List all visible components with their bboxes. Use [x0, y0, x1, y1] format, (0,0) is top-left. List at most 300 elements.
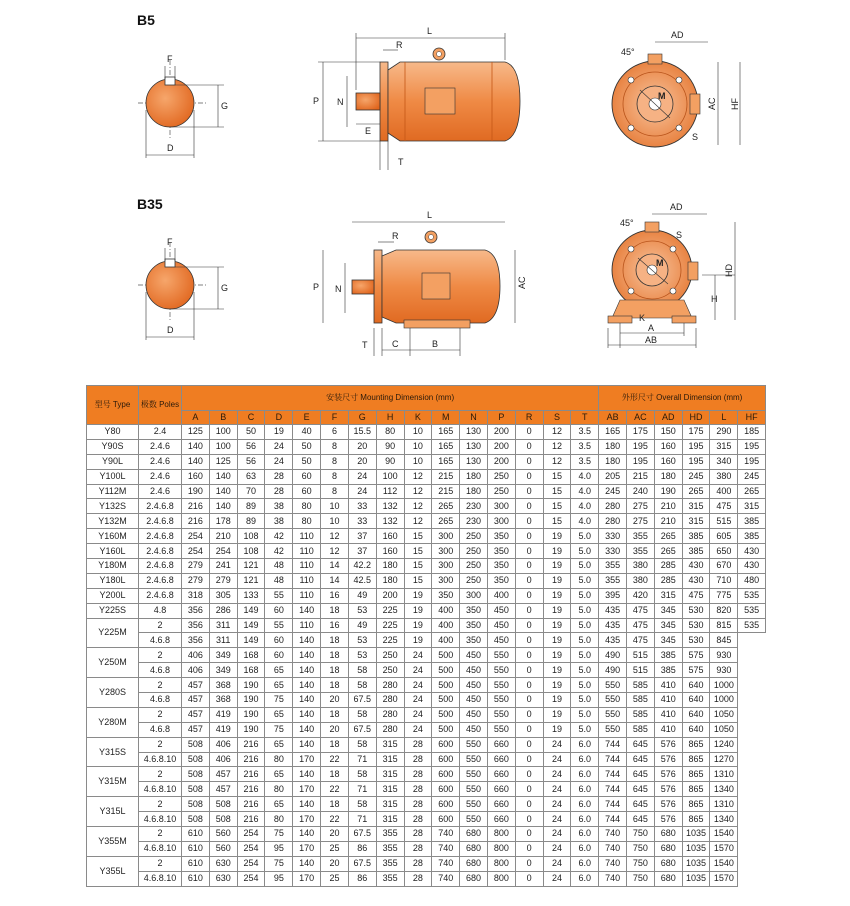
- value-cell: 58: [348, 737, 376, 752]
- value-cell: 216: [237, 812, 265, 827]
- value-cell: 42.2: [348, 559, 376, 574]
- value-cell: 315: [682, 499, 710, 514]
- value-cell: 100: [209, 425, 237, 440]
- value-cell: 744: [599, 797, 627, 812]
- value-cell: 275: [627, 514, 655, 529]
- value-cell: 133: [237, 588, 265, 603]
- value-cell: 195: [682, 439, 710, 454]
- value-cell: 4.0: [571, 499, 599, 514]
- poles-cell: 2: [139, 797, 182, 812]
- value-cell: 0: [515, 693, 543, 708]
- value-cell: 250: [460, 529, 488, 544]
- value-cell: 350: [487, 529, 515, 544]
- value-cell: 660: [487, 812, 515, 827]
- value-cell: 100: [376, 469, 404, 484]
- value-cell: 356: [182, 618, 210, 633]
- empty-cell: [738, 797, 766, 812]
- column-header: R: [515, 411, 543, 425]
- b5-end-view: [612, 30, 740, 147]
- value-cell: 865: [682, 782, 710, 797]
- value-cell: 560: [209, 827, 237, 842]
- value-cell: 65: [265, 737, 293, 752]
- value-cell: 0: [515, 573, 543, 588]
- value-cell: 8: [321, 454, 349, 469]
- value-cell: 121: [237, 573, 265, 588]
- value-cell: 680: [460, 871, 488, 886]
- value-cell: 215: [432, 484, 460, 499]
- column-header: D: [265, 411, 293, 425]
- value-cell: 140: [293, 603, 321, 618]
- value-cell: 300: [432, 559, 460, 574]
- value-cell: 58: [348, 663, 376, 678]
- poles-cell: 4.6.8: [139, 663, 182, 678]
- column-header: B: [209, 411, 237, 425]
- value-cell: 28: [404, 782, 432, 797]
- empty-cell: [738, 827, 766, 842]
- value-cell: 600: [432, 782, 460, 797]
- value-cell: 0: [515, 484, 543, 499]
- value-cell: 1035: [682, 841, 710, 856]
- value-cell: 110: [293, 588, 321, 603]
- value-cell: 450: [460, 722, 488, 737]
- value-cell: 645: [627, 737, 655, 752]
- value-cell: 406: [182, 663, 210, 678]
- value-cell: 25: [321, 871, 349, 886]
- value-cell: 350: [460, 633, 488, 648]
- type-cell: Y225M: [87, 618, 139, 648]
- empty-cell: [738, 737, 766, 752]
- value-cell: 508: [209, 812, 237, 827]
- value-cell: 210: [654, 499, 682, 514]
- column-header-row: [87, 411, 794, 425]
- svg-text:M: M: [656, 258, 664, 268]
- empty-cell: [738, 871, 766, 886]
- value-cell: 1540: [710, 827, 738, 842]
- value-cell: 195: [738, 454, 766, 469]
- type-cell: Y225S: [87, 603, 139, 618]
- value-cell: 28: [404, 856, 432, 871]
- value-cell: 170: [293, 752, 321, 767]
- value-cell: 42.5: [348, 573, 376, 588]
- value-cell: 50: [237, 425, 265, 440]
- type-cell: Y132M: [87, 514, 139, 529]
- value-cell: 775: [710, 588, 738, 603]
- value-cell: 140: [293, 767, 321, 782]
- value-cell: 500: [432, 693, 460, 708]
- value-cell: 180: [599, 439, 627, 454]
- value-cell: 349: [209, 648, 237, 663]
- value-cell: 24: [543, 812, 571, 827]
- value-cell: 740: [599, 827, 627, 842]
- value-cell: 1270: [710, 752, 738, 767]
- value-cell: 315: [682, 514, 710, 529]
- value-cell: 130: [460, 454, 488, 469]
- value-cell: 140: [293, 678, 321, 693]
- value-cell: 86: [348, 871, 376, 886]
- value-cell: 6.0: [571, 856, 599, 871]
- value-cell: 300: [432, 529, 460, 544]
- value-cell: 19: [543, 588, 571, 603]
- value-cell: 50: [293, 439, 321, 454]
- value-cell: 265: [432, 499, 460, 514]
- dimension-table: [86, 385, 794, 887]
- value-cell: 6.0: [571, 752, 599, 767]
- value-cell: 419: [209, 707, 237, 722]
- value-cell: 385: [738, 529, 766, 544]
- value-cell: 265: [738, 484, 766, 499]
- value-cell: 178: [209, 514, 237, 529]
- value-cell: 430: [738, 559, 766, 574]
- label-E: E: [365, 126, 372, 136]
- value-cell: 585: [627, 693, 655, 708]
- value-cell: 4.0: [571, 514, 599, 529]
- value-cell: 28: [404, 871, 432, 886]
- value-cell: 170: [293, 812, 321, 827]
- value-cell: 430: [738, 544, 766, 559]
- b35-side-view: [313, 210, 527, 356]
- value-cell: 305: [209, 588, 237, 603]
- svg-text:P: P: [313, 282, 320, 292]
- value-cell: 400: [710, 484, 738, 499]
- value-cell: 5.0: [571, 529, 599, 544]
- value-cell: 345: [654, 603, 682, 618]
- value-cell: 58: [348, 678, 376, 693]
- value-cell: 740: [599, 856, 627, 871]
- value-cell: 20: [348, 454, 376, 469]
- value-cell: 410: [654, 693, 682, 708]
- value-cell: 12: [404, 469, 432, 484]
- value-cell: 585: [627, 678, 655, 693]
- value-cell: 600: [432, 752, 460, 767]
- value-cell: 15: [543, 514, 571, 529]
- value-cell: 25: [321, 841, 349, 856]
- value-cell: 550: [487, 663, 515, 678]
- value-cell: 290: [710, 425, 738, 440]
- value-cell: 67.5: [348, 693, 376, 708]
- value-cell: 100: [209, 439, 237, 454]
- value-cell: 160: [376, 544, 404, 559]
- value-cell: 90: [376, 439, 404, 454]
- value-cell: 19: [404, 618, 432, 633]
- value-cell: 0: [515, 782, 543, 797]
- value-cell: 311: [209, 633, 237, 648]
- table-row: [87, 856, 794, 871]
- value-cell: 230: [460, 499, 488, 514]
- value-cell: 125: [182, 425, 210, 440]
- value-cell: 20: [321, 722, 349, 737]
- value-cell: 108: [237, 529, 265, 544]
- value-cell: 576: [654, 752, 682, 767]
- value-cell: 610: [182, 841, 210, 856]
- value-cell: 640: [682, 693, 710, 708]
- value-cell: 15: [404, 544, 432, 559]
- value-cell: 585: [627, 707, 655, 722]
- poles-cell: 2: [139, 648, 182, 663]
- value-cell: 740: [432, 827, 460, 842]
- value-cell: 20: [348, 439, 376, 454]
- value-cell: 1340: [710, 782, 738, 797]
- svg-text:H: H: [711, 294, 718, 304]
- value-cell: 1570: [710, 871, 738, 886]
- table-row: [87, 618, 794, 633]
- value-cell: 140: [293, 707, 321, 722]
- value-cell: 645: [627, 812, 655, 827]
- value-cell: 560: [209, 841, 237, 856]
- value-cell: 845: [710, 633, 738, 648]
- value-cell: 800: [487, 827, 515, 842]
- value-cell: 140: [293, 737, 321, 752]
- value-cell: 710: [710, 573, 738, 588]
- value-cell: 395: [599, 588, 627, 603]
- column-header: K: [404, 411, 432, 425]
- value-cell: 515: [627, 663, 655, 678]
- value-cell: 315: [376, 767, 404, 782]
- value-cell: 530: [682, 633, 710, 648]
- type-cell: Y200L: [87, 588, 139, 603]
- value-cell: 410: [654, 678, 682, 693]
- value-cell: 285: [654, 559, 682, 574]
- value-cell: 530: [682, 603, 710, 618]
- value-cell: 500: [432, 722, 460, 737]
- value-cell: 744: [599, 767, 627, 782]
- value-cell: 515: [710, 514, 738, 529]
- value-cell: 6.0: [571, 871, 599, 886]
- value-cell: 265: [682, 484, 710, 499]
- value-cell: 744: [599, 752, 627, 767]
- label-L: L: [427, 26, 433, 36]
- value-cell: 660: [487, 752, 515, 767]
- value-cell: 18: [321, 737, 349, 752]
- value-cell: 110: [293, 573, 321, 588]
- value-cell: 40: [293, 425, 321, 440]
- empty-cell: [738, 648, 766, 663]
- type-cell: Y90S: [87, 439, 139, 454]
- value-cell: 19: [265, 425, 293, 440]
- poles-cell: 2: [139, 827, 182, 842]
- value-cell: 508: [182, 767, 210, 782]
- value-cell: 600: [432, 767, 460, 782]
- value-cell: 380: [627, 559, 655, 574]
- label-N: N: [337, 97, 344, 107]
- value-cell: 60: [265, 603, 293, 618]
- value-cell: 550: [460, 767, 488, 782]
- value-cell: 400: [487, 588, 515, 603]
- value-cell: 110: [293, 544, 321, 559]
- value-cell: 55: [265, 588, 293, 603]
- table-row: [87, 633, 794, 648]
- value-cell: 5.0: [571, 663, 599, 678]
- value-cell: 19: [543, 559, 571, 574]
- poles-cell: 4.6.8.10: [139, 782, 182, 797]
- value-cell: 37: [348, 529, 376, 544]
- value-cell: 645: [627, 797, 655, 812]
- table-row: [87, 559, 794, 574]
- column-header: HF: [738, 411, 766, 425]
- value-cell: 65: [265, 707, 293, 722]
- value-cell: 330: [599, 544, 627, 559]
- svg-text:B: B: [432, 339, 439, 349]
- column-header: N: [460, 411, 488, 425]
- value-cell: 180: [654, 469, 682, 484]
- value-cell: 53: [348, 633, 376, 648]
- value-cell: 19: [404, 588, 432, 603]
- value-cell: 0: [515, 737, 543, 752]
- value-cell: 8: [321, 484, 349, 499]
- value-cell: 19: [543, 573, 571, 588]
- value-cell: 254: [209, 544, 237, 559]
- value-cell: 216: [237, 782, 265, 797]
- value-cell: 740: [432, 841, 460, 856]
- value-cell: 6.0: [571, 797, 599, 812]
- value-cell: 380: [627, 573, 655, 588]
- value-cell: 140: [209, 499, 237, 514]
- value-cell: 550: [460, 797, 488, 812]
- type-cell: Y315M: [87, 767, 139, 797]
- value-cell: 50: [293, 454, 321, 469]
- table-row: [87, 663, 794, 678]
- value-cell: 16: [321, 618, 349, 633]
- value-cell: 550: [599, 678, 627, 693]
- value-cell: 170: [293, 841, 321, 856]
- value-cell: 680: [654, 856, 682, 871]
- value-cell: 24: [543, 737, 571, 752]
- value-cell: 215: [627, 469, 655, 484]
- value-cell: 12: [321, 544, 349, 559]
- table-body: [87, 425, 794, 887]
- value-cell: 300: [432, 544, 460, 559]
- value-cell: 80: [293, 514, 321, 529]
- value-cell: 190: [237, 678, 265, 693]
- value-cell: 5.0: [571, 648, 599, 663]
- value-cell: 58: [348, 707, 376, 722]
- svg-text:D: D: [167, 325, 174, 335]
- value-cell: 121: [237, 559, 265, 574]
- value-cell: 19: [543, 707, 571, 722]
- value-cell: 22: [321, 812, 349, 827]
- value-cell: 22: [321, 752, 349, 767]
- value-cell: 10: [404, 454, 432, 469]
- value-cell: 480: [738, 573, 766, 588]
- value-cell: 160: [654, 454, 682, 469]
- b5-shaft-section: [138, 54, 228, 158]
- value-cell: 24: [543, 782, 571, 797]
- value-cell: 28: [404, 752, 432, 767]
- svg-text:45°: 45°: [620, 218, 634, 228]
- value-cell: 130: [460, 425, 488, 440]
- value-cell: 475: [627, 618, 655, 633]
- value-cell: 575: [682, 663, 710, 678]
- poles-cell: 2.4.6: [139, 469, 182, 484]
- value-cell: 345: [654, 618, 682, 633]
- value-cell: 645: [627, 782, 655, 797]
- value-cell: 250: [460, 573, 488, 588]
- value-cell: 24: [348, 469, 376, 484]
- value-cell: 19: [404, 633, 432, 648]
- value-cell: 28: [404, 767, 432, 782]
- value-cell: 24: [543, 856, 571, 871]
- value-cell: 660: [487, 767, 515, 782]
- label-G: G: [221, 101, 229, 111]
- value-cell: 315: [710, 439, 738, 454]
- table-row: [87, 514, 794, 529]
- value-cell: 140: [293, 648, 321, 663]
- value-cell: 576: [654, 812, 682, 827]
- empty-cell: [738, 678, 766, 693]
- value-cell: 24: [543, 841, 571, 856]
- value-cell: 18: [321, 707, 349, 722]
- value-cell: 550: [460, 737, 488, 752]
- value-cell: 410: [654, 707, 682, 722]
- value-cell: 350: [487, 573, 515, 588]
- value-cell: 265: [654, 544, 682, 559]
- value-cell: 245: [738, 469, 766, 484]
- table-row: [87, 603, 794, 618]
- value-cell: 10: [321, 499, 349, 514]
- mounting-dimension-header: 安装尺寸 Mounting Dimension (mm): [182, 386, 599, 411]
- value-cell: 575: [682, 648, 710, 663]
- value-cell: 279: [182, 559, 210, 574]
- value-cell: 12: [543, 439, 571, 454]
- value-cell: 0: [515, 841, 543, 856]
- value-cell: 18: [321, 797, 349, 812]
- type-cell: Y315L: [87, 797, 139, 827]
- table-row: [87, 678, 794, 693]
- value-cell: 430: [682, 559, 710, 574]
- value-cell: 18: [321, 767, 349, 782]
- table-row: [87, 544, 794, 559]
- label-R: R: [396, 40, 403, 50]
- svg-text:T: T: [362, 340, 368, 350]
- type-cell: Y250M: [87, 648, 139, 678]
- value-cell: 406: [182, 648, 210, 663]
- value-cell: 300: [487, 499, 515, 514]
- value-cell: 576: [654, 737, 682, 752]
- value-cell: 200: [487, 425, 515, 440]
- value-cell: 5.0: [571, 573, 599, 588]
- value-cell: 5.0: [571, 722, 599, 737]
- value-cell: 216: [237, 737, 265, 752]
- poles-cell: 2: [139, 856, 182, 871]
- empty-cell: [738, 752, 766, 767]
- value-cell: 149: [237, 618, 265, 633]
- value-cell: 740: [432, 856, 460, 871]
- value-cell: 800: [487, 841, 515, 856]
- value-cell: 140: [293, 722, 321, 737]
- value-cell: 355: [376, 841, 404, 856]
- value-cell: 550: [460, 782, 488, 797]
- poles-cell: 2.4.6: [139, 484, 182, 499]
- value-cell: 15: [543, 469, 571, 484]
- value-cell: 680: [460, 856, 488, 871]
- poles-cell: 4.6.8.10: [139, 841, 182, 856]
- value-cell: 1035: [682, 827, 710, 842]
- table-row: [87, 827, 794, 842]
- value-cell: 12: [321, 529, 349, 544]
- value-cell: 1000: [710, 693, 738, 708]
- value-cell: 195: [627, 439, 655, 454]
- value-cell: 18: [321, 678, 349, 693]
- value-cell: 0: [515, 425, 543, 440]
- value-cell: 1050: [710, 707, 738, 722]
- table-row: [87, 767, 794, 782]
- value-cell: 355: [627, 544, 655, 559]
- value-cell: 1000: [710, 678, 738, 693]
- value-cell: 168: [237, 663, 265, 678]
- poles-cell: 2: [139, 678, 182, 693]
- table-row: [87, 529, 794, 544]
- value-cell: 355: [599, 559, 627, 574]
- table-row: [87, 871, 794, 886]
